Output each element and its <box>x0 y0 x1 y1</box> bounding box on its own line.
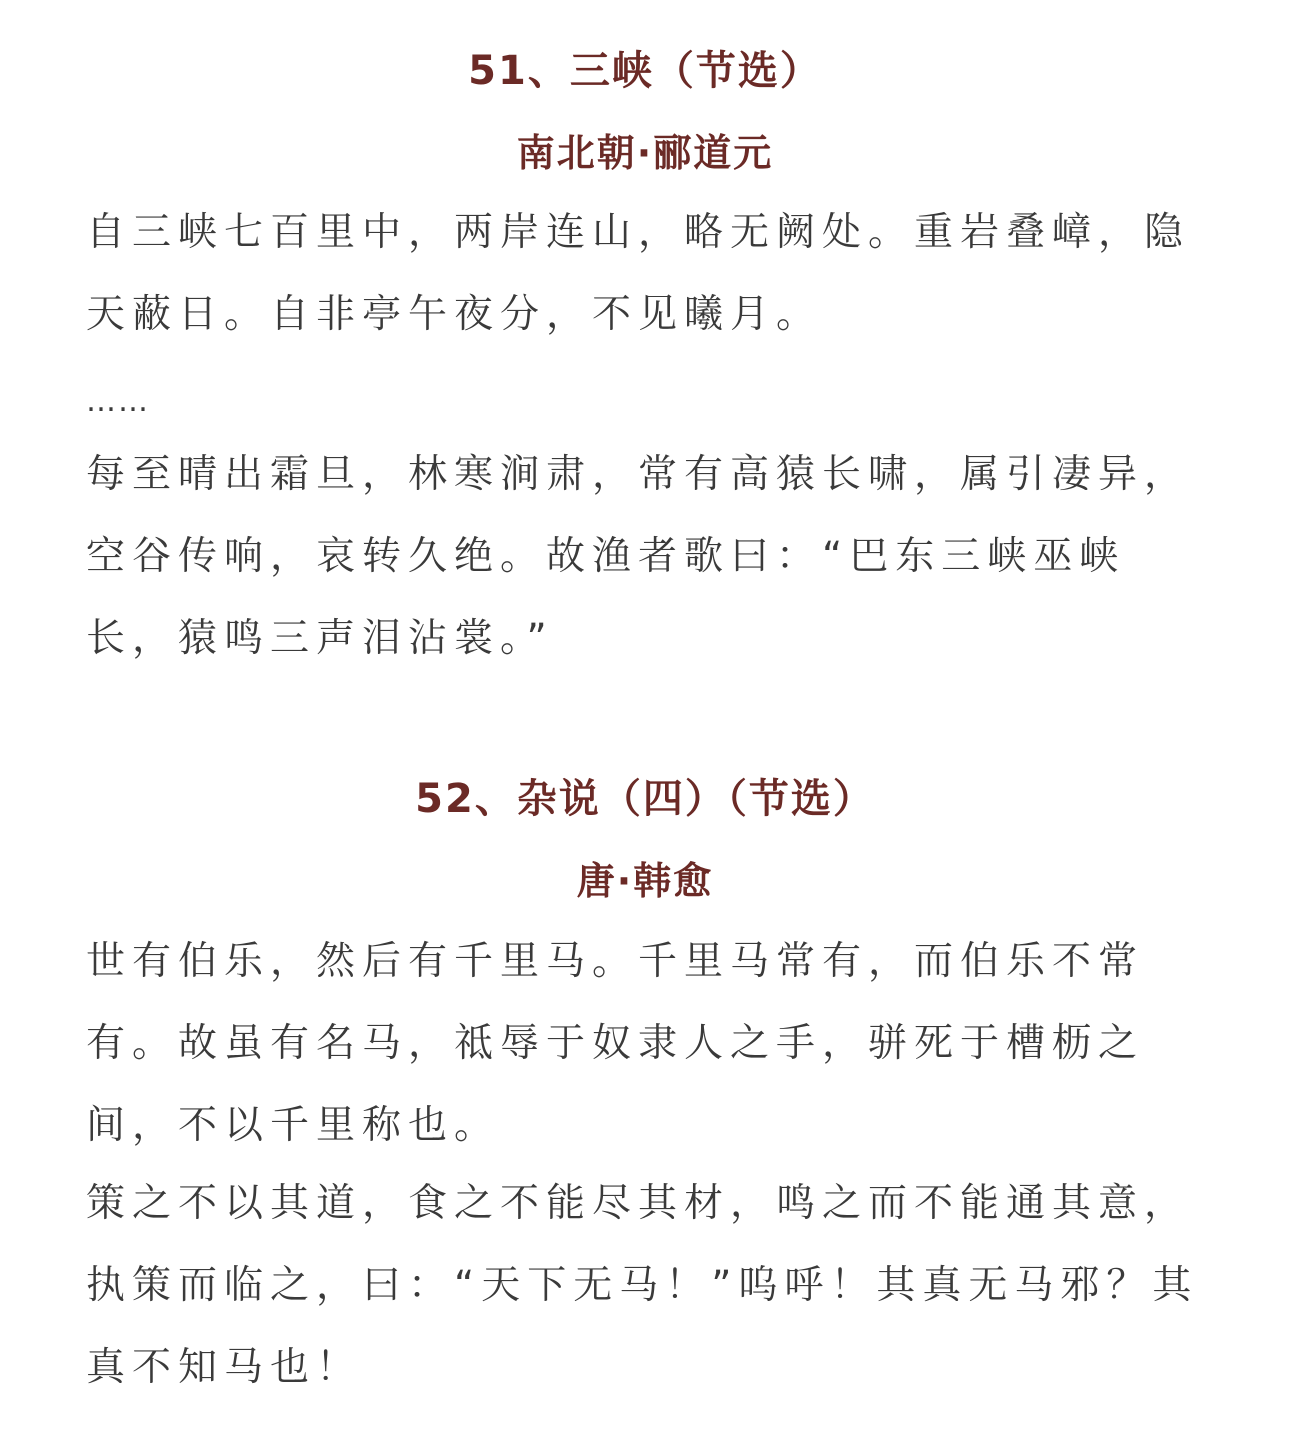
section-1-author: 南北朝·郦道元 <box>516 131 774 175</box>
section-1-ellipsis: …… <box>86 384 150 419</box>
section-2-paragraph-1: 世有伯乐，然后有千里马。千里马常有，而伯乐不常有。故虽有名马，祗辱于奴隶人之手，骈死于槽枥之间，不以千里称也。 <box>86 939 1145 1148</box>
section-2-author: 唐·韩愈 <box>576 859 714 903</box>
section-1-paragraph-2: 每至晴出霜旦，林寒涧肃，常有高猿长啸，属引凄异，空谷传响，哀转久绝。故渔者歌曰：“巴东三峡巫峡长，猿鸣三声泪沾裳。” <box>86 452 1191 661</box>
section-1-title: 51、三峡（节选） <box>468 48 822 94</box>
section-1-paragraph-1: 自三峡七百里中，两岸连山，略无阙处。重岩叠嶂，隐天蔽日。自非亭午夜分，不见曦月。 <box>86 210 1191 337</box>
section-2-title: 52、杂说（四）（节选） <box>415 776 875 822</box>
section-2-paragraph-2: 策之不以其道，食之不能尽其材，鸣之而不能通其意，执策而临之，曰：“天下无马！”呜呼！其真无马邪？其真不知马也！ <box>86 1181 1199 1390</box>
